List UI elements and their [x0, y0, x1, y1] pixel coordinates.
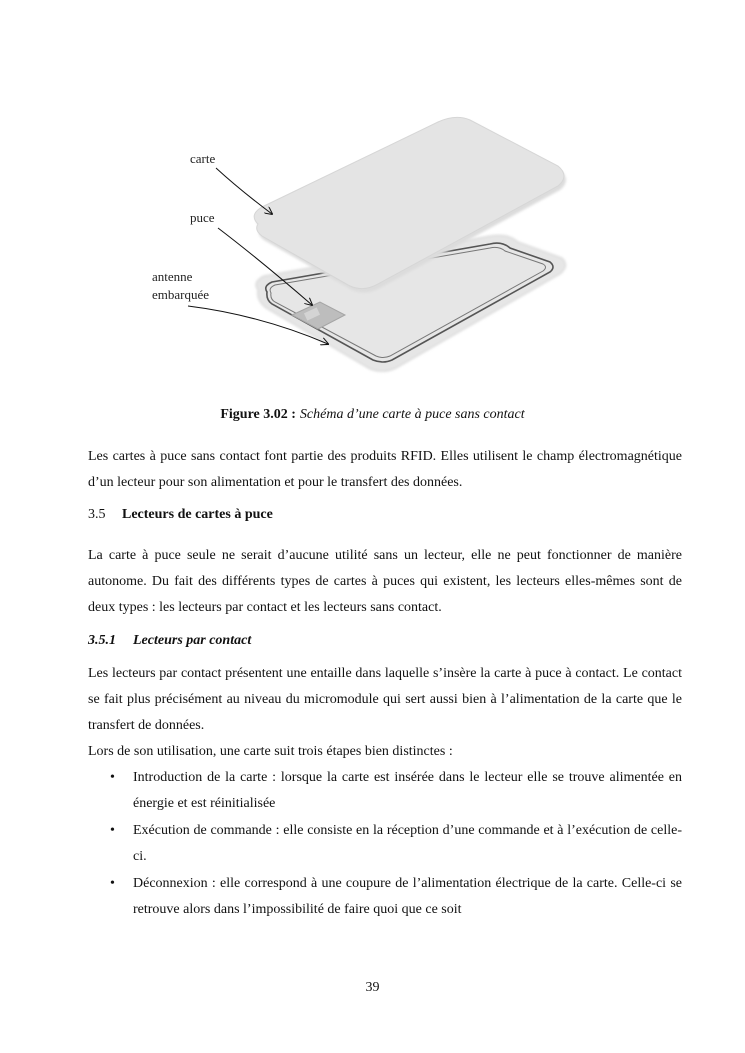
label-antenne-line1: antenne: [152, 269, 193, 284]
paragraph-text: Les cartes à puce sans contact font partie des produits RFID. Elles utilisent le champ électromagnétique d’un lecteur pour son alimentation et pour le transfert des données.: [88, 449, 682, 490]
list-item-text: Exécution de commande : elle consiste en la réception d’une commande et à l’exécution de celle-ci.: [133, 823, 682, 864]
label-puce: puce: [190, 210, 215, 225]
section-title: Lecteurs de cartes à puce: [122, 507, 273, 522]
subsection-heading: [88, 630, 251, 652]
label-carte: carte: [190, 151, 216, 166]
section-number: 3.5: [88, 507, 106, 522]
paragraph-text: Lors de son utilisation, une carte suit trois étapes bien distinctes :: [88, 744, 453, 759]
label-antenne-line2: embarquée: [152, 287, 210, 302]
bullet-icon: •: [110, 823, 115, 838]
steps-list: [88, 765, 682, 924]
contactless-card-figure: [140, 110, 580, 385]
subsection-number: 3.5.1: [88, 633, 116, 648]
list-item-text: Introduction de la carte : lorsque la carte est insérée dans le lecteur elle se trouve alimentée en énergie et est réinitialisée: [133, 770, 682, 811]
list-item: [88, 871, 682, 923]
subsection-title: Lecteurs par contact: [133, 633, 252, 648]
paragraph-text: Les lecteurs par contact présentent une entaille dans laquelle s’insère la carte à puce à contact. Le contact se fait plus précisément au niveau du micromodule qui sert aussi bien à l’alimentation de la carte que le transfert de données.: [88, 666, 682, 733]
list-item: [88, 818, 682, 870]
caption-text: Schéma d’une carte à puce sans contact: [299, 407, 525, 422]
figure-caption: [0, 406, 745, 424]
list-item-text: Déconnexion : elle correspond à une coupure de l’alimentation électrique de la carte. Celle-ci se retrouve alors dans l’impossibilité de faire quoi que ce soit: [133, 876, 682, 917]
section-heading: [88, 504, 273, 526]
paragraph-readers: [88, 543, 682, 621]
page-number: 39: [365, 980, 380, 995]
bullet-icon: •: [110, 876, 115, 891]
list-item: [88, 765, 682, 817]
paragraph-contact-readers: [88, 661, 682, 739]
bullet-icon: •: [110, 770, 115, 785]
paragraph-steps-intro: [88, 739, 682, 765]
caption-number: Figure 3.02 :: [220, 407, 296, 422]
card-diagram: [140, 110, 580, 385]
paragraph-text: La carte à puce seule ne serait d’aucune utilité sans un lecteur, elle ne peut fonctionner de manière autonome. Du fait des différents types de cartes à puces qui existent, les lecteurs elles-mêmes sont de deux types : les lecteurs par contact et les lecteurs sans contact.: [88, 548, 682, 615]
paragraph-rfid: [88, 444, 682, 496]
